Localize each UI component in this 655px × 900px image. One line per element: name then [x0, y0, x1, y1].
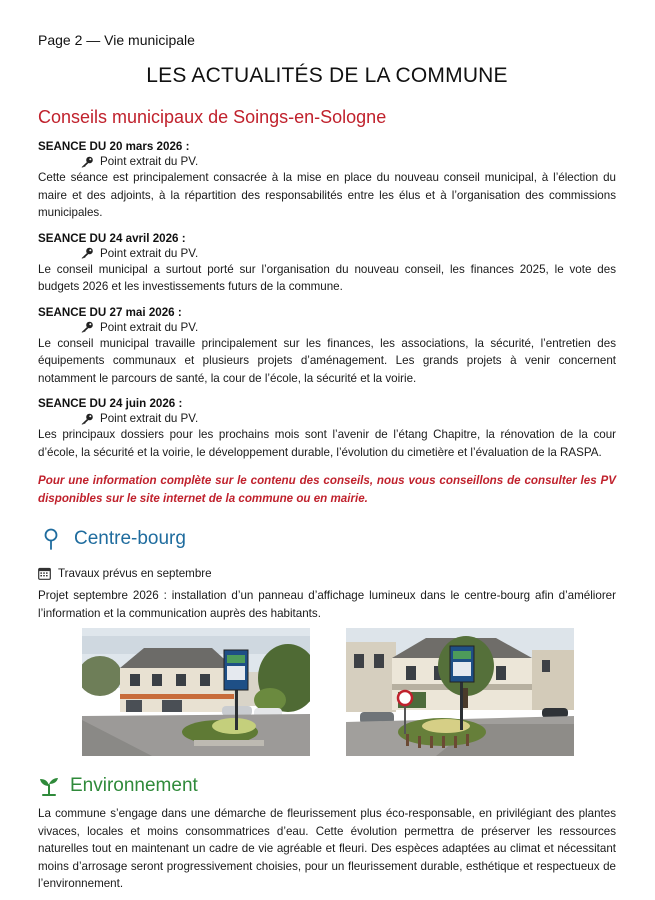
works-line	[38, 567, 212, 580]
pv-label: Point extrait du PV.	[100, 412, 199, 425]
pv-information-note: Pour une information complète sur le contenu des conseils, nous vous conseillons de consulter les PV disponibles sur le site internet de la commune ou en mairie.	[38, 474, 616, 505]
session-heading: SEANCE DU 24 avril 2026 :	[38, 231, 186, 245]
page-number: Page 2	[38, 32, 83, 48]
running-head-dash: —	[86, 32, 101, 48]
key-icon	[80, 156, 94, 168]
centre-bourg-text: Projet septembre 2026 : installation d’un panneau d’affichage lumineux dans le centre-bourg afin d’améliorer l’information et la communication auprès des habitants.	[38, 589, 616, 620]
key-icon	[80, 321, 94, 333]
centre-bourg-photo-2	[346, 628, 574, 756]
works-label: Travaux prévus en septembre	[58, 567, 212, 580]
centre-bourg-title: Centre-bourg	[74, 528, 186, 549]
session-heading: SEANCE DU 20 mars 2026 :	[38, 140, 190, 153]
session-item	[38, 231, 616, 296]
environnement-heading	[38, 775, 198, 797]
running-head-section: Vie municipale	[104, 32, 195, 48]
page-title: LES ACTUALITÉS DE LA COMMUNE	[146, 64, 508, 87]
pv-link[interactable]	[38, 154, 616, 169]
pv-link[interactable]	[38, 411, 616, 426]
running-head	[38, 32, 195, 48]
environnement-title: Environnement	[70, 775, 198, 796]
session-item	[38, 305, 616, 388]
session-heading: SEANCE DU 27 mai 2026 :	[38, 305, 182, 319]
session-text: Le conseil municipal travaille principalement sur les finances, les associations, la sécurité, l’entretien des équipements communaux et plusieurs projets d’aménagement. Les grands projets à venir concernent notamment le parcours de santé, la cour de l’école, la sécurité et la voirie.	[38, 336, 616, 385]
calendar-icon	[38, 567, 51, 580]
session-text: Les principaux dossiers pour les prochains mois sont l’avenir de l’étang Chapitre, la rénovation de la cour d’école, la sécurité et la voirie, le développement durable, l’évolution du cimetière et l’évaluation de la RASPA.	[38, 428, 616, 459]
session-text: Le conseil municipal a surtout porté sur l’organisation du nouveau conseil, les finances 2025, le vote des budgets 2026 et les investissements futurs de la commune.	[38, 262, 616, 293]
pv-link[interactable]	[38, 246, 616, 261]
centre-bourg-heading	[38, 528, 186, 550]
pv-link[interactable]	[38, 320, 616, 335]
key-icon	[80, 247, 94, 259]
session-item	[38, 396, 616, 461]
centre-bourg-photo-1	[82, 628, 310, 756]
council-sessions	[38, 139, 616, 470]
session-heading: SEANCE DU 24 juin 2026 :	[38, 397, 183, 410]
sprout-icon	[38, 776, 60, 796]
session-item	[38, 139, 616, 222]
pv-label: Point extrait du PV.	[100, 246, 199, 260]
pv-label: Point extrait du PV.	[100, 320, 199, 334]
key-icon	[80, 413, 94, 425]
session-text: Cette séance est principalement consacrée à la mise en place du nouveau conseil municipal, à l’élection du maire et des adjoints, à la répartition des responsabilités entre les élus et à l’organisation des commissions municipales.	[38, 171, 616, 219]
councils-title: Conseils municipaux de Soings-en-Sologne	[38, 107, 387, 127]
pv-label: Point extrait du PV.	[100, 155, 199, 168]
map-pin-icon	[42, 528, 60, 550]
environnement-text: La commune s’engage dans une démarche de fleurissement plus éco-responsable, en privilégiant des plantes vivaces, locales et moins consommatrices d’eau. Cette évolution permettra de préserver les ressources naturelles tout en maintenant un cadre de vie agréable et fleuri. Des espèces adaptées au climat et nécessitant moins d’arrosage seront progressivement choisies, pour un fleurissement durable, esthétique et respectueux de l’environnement.	[38, 807, 616, 890]
